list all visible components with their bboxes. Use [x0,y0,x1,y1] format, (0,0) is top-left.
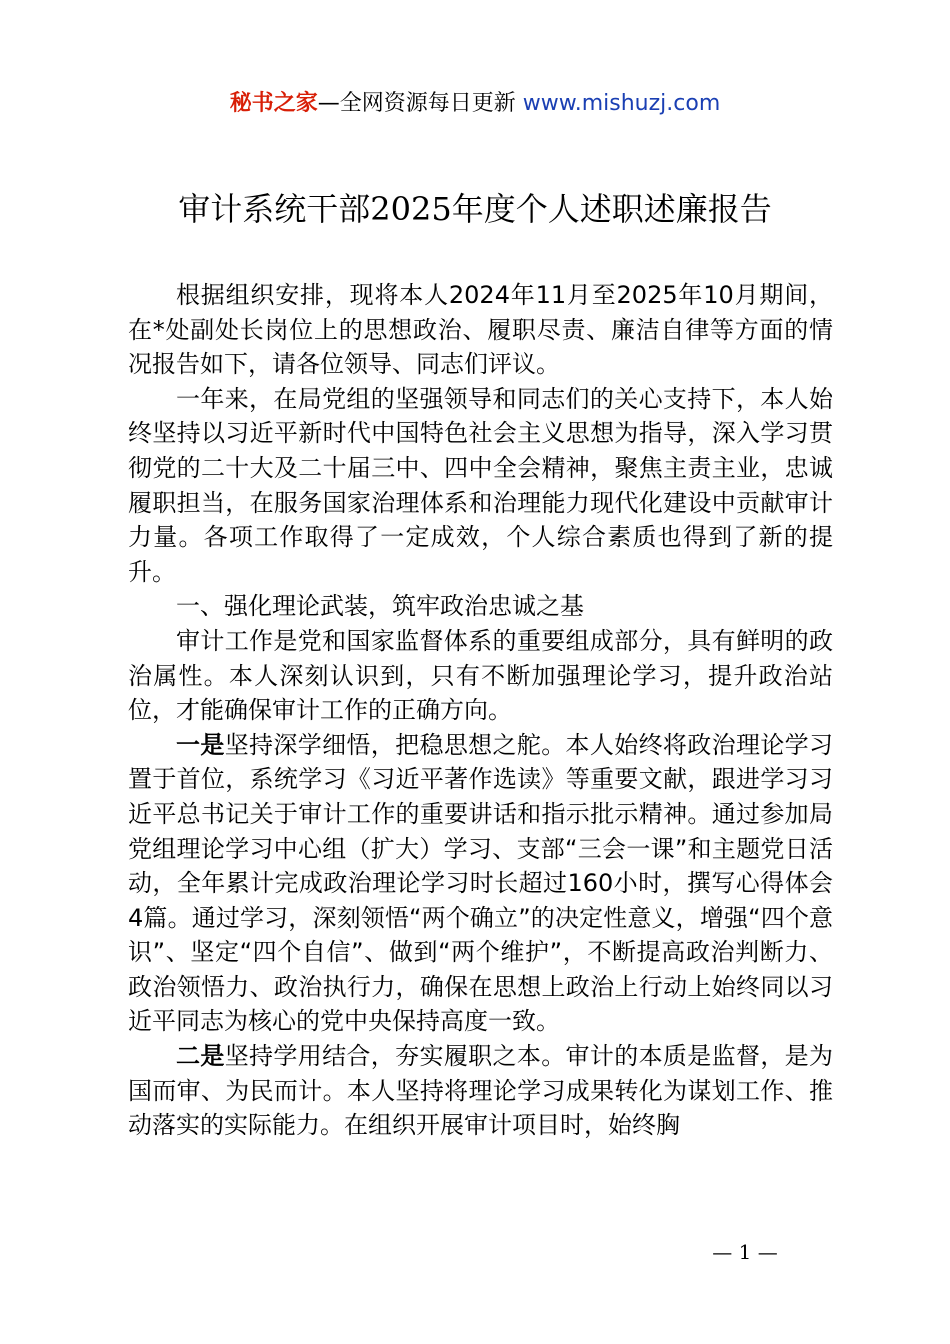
paragraph-point-one: 一是坚持深学细悟，把稳思想之舵。本人始终将政治理论学习置于首位，系统学习《习近平著作选读》等重要文献，跟进学习习近平总书记关于审计工作的重要讲话和指示批示精神。通过参加局党组理论学习中心组（扩大）学习、支部“三会一课”和主题党日活动，全年累计完成政治理论学习时长超过160小时，撰写心得体会4篇。通过学习，深刻领悟“两个确立”的决定性意义，增强“四个意识”、坚定“四个自信”、做到“两个维护”，不断提高政治判断力、政治领悟力、政治执行力，确保在思想上政治上行动上始终同以习近平同志为核心的党中央保持高度一致。 [128,730,834,1036]
paragraph-point-two: 二是坚持学用结合，夯实履职之本。审计的本质是监督，是为国而审、为民而计。本人坚持将理论学习成果转化为谋划工作、推动落实的实际能力。在组织开展审计项目时，始终胸 [128,1042,834,1140]
point-lead: 一是 [176,730,225,759]
paragraph-section-intro: 审计工作是党和国家监督体系的重要组成部分，具有鲜明的政治属性。本人深刻认识到，只有不断加强理论学习，提升政治站位，才能确保审计工作的正确方向。 [128,626,833,725]
site-url-link[interactable]: www.mishuzj.com [522,91,721,116]
page-number: — 1 — [712,1240,778,1264]
document-title: 审计系统干部2025年度个人述职述廉报告 [178,190,772,228]
brand-name: 秘书之家 [229,91,318,116]
point-lead: 二是 [176,1042,225,1071]
section-heading: 一、强化理论武装，筑牢政治忠诚之基 [176,592,584,621]
paragraph-overview: 一年来，在局党组的坚强领导和同志们的关心支持下，本人始终坚持以习近平新时代中国特色社会主义思想为指导，深入学习贯彻党的二十大及二十届三中、四中全会精神，聚焦主责主业，忠诚履职担当，在服务国家治理体系和治理能力现代化建设中贡献审计力量。各项工作取得了一定成效，个人综合素质也得到了新的提升。 [128,384,833,586]
site-slogan: —全网资源每日更新 [317,91,516,116]
document-body [128,278,833,1143]
site-banner [0,88,950,120]
paragraph-intro: 根据组织安排，现将本人2024年11月至2025年10月期间，在*处副处长岗位上的思想政治、履职尽责、廉洁自律等方面的情况报告如下，请各位领导、同志们评议。 [128,281,833,379]
